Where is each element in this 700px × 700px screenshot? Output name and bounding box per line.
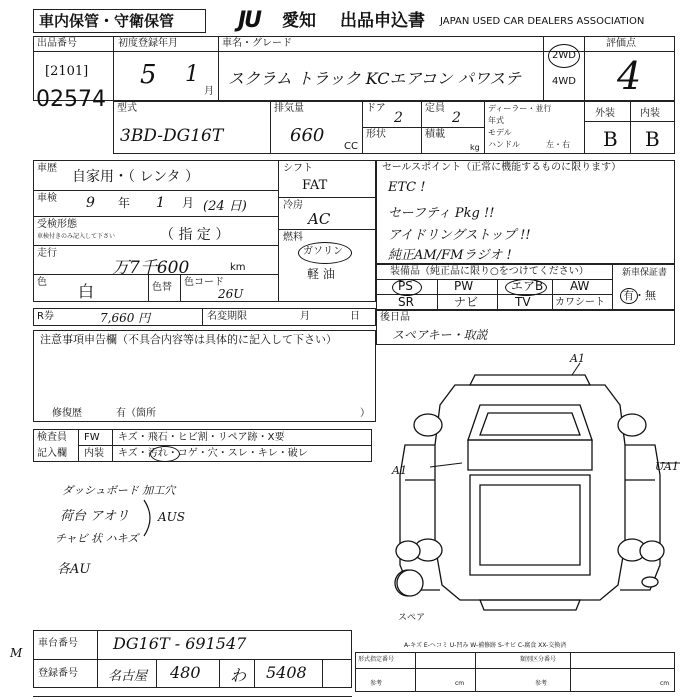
- equip-leather-seat: カワシート: [555, 297, 605, 308]
- equip-airbag: エアB: [511, 279, 544, 293]
- org-name: 愛知: [282, 11, 316, 31]
- damage-label-left: A1: [392, 464, 407, 477]
- r-ticket-value: 7,660 円: [100, 311, 151, 325]
- sales-point-2: セーフティ Pkg !!: [388, 206, 495, 221]
- ac-label: 冷房: [283, 200, 303, 211]
- inspector-entry-label: 記入欄: [37, 448, 67, 459]
- color-label: 色: [37, 277, 47, 288]
- doors-label: ドア: [366, 103, 386, 114]
- fuel-gasoline: ガソリン: [303, 246, 343, 257]
- shift-value: FAT: [302, 178, 328, 193]
- logo-mark: JU: [238, 8, 261, 33]
- plate-region: 名古屋: [108, 669, 148, 684]
- chassis-label: 車台番号: [38, 638, 78, 649]
- fuel-label: 燃料: [283, 232, 303, 243]
- bracket-mark: [140, 498, 160, 538]
- attached-label: 後日品: [380, 312, 410, 323]
- lot-number-label: 出品番号: [37, 38, 77, 49]
- shape-label: 形状: [366, 129, 386, 140]
- cm-unit-2: cm: [660, 680, 670, 687]
- equip-tv: TV: [515, 295, 531, 309]
- drive-2wd: 2WD: [552, 50, 576, 61]
- shift-label: シフト: [283, 163, 313, 174]
- equip-ps: PS: [398, 279, 413, 293]
- warranty-options: 有・無: [623, 289, 656, 302]
- side-mark: M: [10, 646, 23, 660]
- inspection-month: 1: [156, 195, 165, 211]
- dealer-label: ディーラー・並行: [488, 104, 552, 113]
- association-name: JAPAN USED CAR DEALERS ASSOCIATION: [440, 16, 645, 27]
- capacity-label: 定員: [425, 103, 445, 114]
- mileage-label: 走行: [37, 248, 57, 259]
- handwritten-note-5: AUS: [158, 510, 185, 524]
- color-change-label: 色替: [152, 282, 172, 293]
- ref-label-1: 参考: [370, 680, 383, 687]
- model-label: 型式: [117, 103, 137, 114]
- plate-label: 登録番号: [38, 668, 78, 679]
- inspection-day: (24 日): [203, 199, 247, 214]
- inspection-month-unit: 月: [182, 196, 195, 210]
- damage-label-right: UA1: [655, 460, 679, 473]
- equip-aw: AW: [570, 279, 590, 293]
- history-label: 車歴: [37, 163, 57, 174]
- receipt-label: 受検形態: [37, 219, 77, 230]
- fw-text: キズ・飛石・ヒビ割・リペア跡・X要: [118, 432, 285, 443]
- plate-class: 480: [170, 663, 201, 682]
- name-change-month: 月: [300, 311, 310, 322]
- car-name-label: 車名・グレード: [222, 38, 292, 49]
- capacity-value: 2: [452, 110, 461, 126]
- interior-label: 内装: [640, 108, 660, 119]
- lot-code: [2101]: [45, 64, 89, 79]
- lot-number: 02574: [36, 87, 106, 112]
- equipment-label: 装備品（純正品に限り○をつけてください）: [390, 266, 589, 277]
- cert-label: 形式指定番号: [358, 656, 395, 663]
- r-ticket-label: R券: [37, 311, 54, 322]
- mileage-value: 万7千600: [112, 258, 190, 278]
- plate-kana: わ: [230, 666, 247, 685]
- color-code-label: 色コード: [184, 277, 224, 288]
- first-reg-year: 5: [140, 60, 157, 90]
- plate-number: 5408: [266, 663, 307, 682]
- handle-options: 左・右: [546, 140, 570, 149]
- warranty-label: 新車保証書: [622, 268, 668, 278]
- repair-history-label: 修復歴: [52, 408, 82, 419]
- inspector-label: 検査員: [37, 432, 67, 443]
- history-value: 自家用・（ レンタ ）: [72, 169, 199, 185]
- ac-value: AC: [308, 210, 331, 228]
- recycle-section: [33, 308, 376, 326]
- receipt-note: 車検付きのみ記入して下さい: [37, 233, 116, 240]
- handwritten-note-3: チャビ 状 ハキズ: [55, 532, 139, 545]
- sales-point-3: アイドリングストップ !!: [388, 228, 531, 243]
- score-label: 評価点: [606, 38, 636, 49]
- sales-points-label: セールスポイント（正常に機能するものに限ります）: [382, 162, 622, 173]
- stain-circle: [150, 446, 180, 462]
- handwritten-note-4: 各AU: [57, 562, 91, 577]
- storage-label-box: [33, 9, 206, 33]
- exterior-grade: B: [603, 127, 618, 151]
- cm-unit-1: cm: [455, 680, 465, 687]
- attached-value: スペアキー・取説: [392, 328, 488, 342]
- handwritten-note-1: ダッシュボード 加工穴: [62, 484, 176, 497]
- fw-label: FW: [84, 432, 100, 443]
- damage-label-front: A1: [570, 352, 585, 365]
- first-reg-month-unit: 月: [204, 86, 214, 97]
- handwritten-note-2: 荷台 アオリ: [60, 509, 130, 524]
- notes-label: 注意事項申告欄（不具合内容等は具体的に記入して下さい）: [40, 333, 337, 346]
- kg-unit: kg: [470, 143, 480, 152]
- model-year-label: モデル: [488, 128, 512, 137]
- handle-label: ハンドル: [488, 140, 520, 149]
- inspection-year: 9: [86, 195, 95, 211]
- storage-label: 車内保管・守衛保管: [39, 12, 175, 30]
- interior-inspect-label: 内装: [84, 448, 104, 459]
- name-change-day: 日: [350, 311, 360, 322]
- name-change-label: 名変期限: [207, 311, 247, 322]
- equip-navi: ナビ: [454, 295, 479, 309]
- fuel-diesel: 軽 油: [307, 267, 335, 281]
- year-label: 年式: [488, 116, 504, 125]
- car-damage-diagram: [380, 345, 680, 625]
- displacement-value: 660: [290, 125, 325, 146]
- damage-legend: A-キズ E-ヘコミ U-凹み W-補修跡 S-サビ C-腐食 XX-交換済: [404, 642, 567, 649]
- first-reg-label: 初度登録年月: [118, 38, 178, 49]
- exterior-label: 外装: [595, 108, 615, 119]
- equip-pw: PW: [454, 279, 474, 293]
- interior-inspect-text: キズ・汚れ・コゲ・穴・スレ・キレ・破レ: [118, 448, 308, 459]
- model-value: 3BD-DG16T: [120, 126, 224, 146]
- color-value: 白: [78, 282, 95, 301]
- sales-point-1: ETC !: [388, 180, 426, 195]
- repair-history-close: ）: [360, 408, 370, 419]
- cc-unit: CC: [344, 141, 358, 152]
- first-reg-month: 1: [185, 62, 199, 87]
- load-label: 積載: [425, 129, 445, 140]
- displacement-label: 排気量: [274, 103, 304, 114]
- form-title: 出品申込書: [340, 11, 425, 31]
- score-value: 4: [617, 54, 642, 98]
- repair-history-value: 有（箇所: [116, 408, 156, 419]
- logo: [238, 9, 286, 33]
- drive-4wd: 4WD: [552, 76, 576, 87]
- doors-value: 2: [394, 110, 403, 126]
- ref-label-2: 参考: [535, 680, 548, 687]
- cert-section: [355, 652, 675, 692]
- car-name: スクラム トラック KCエアコン パワステ: [228, 69, 521, 88]
- km-unit: km: [230, 262, 246, 273]
- sales-point-4: 純正AM/FMラジオ !: [388, 248, 512, 263]
- receipt-value: （ 指 定 ）: [160, 227, 230, 243]
- color-code-value: 26U: [218, 287, 244, 301]
- chassis-number: DG16T - 691547: [113, 634, 247, 653]
- spare-label: スペア: [398, 613, 426, 623]
- category-label: 類別区分番号: [520, 656, 557, 663]
- equip-sr: SR: [398, 295, 414, 309]
- inspection-label: 車検: [37, 193, 57, 204]
- inspection-year-unit: 年: [118, 196, 131, 210]
- interior-grade: B: [645, 127, 660, 151]
